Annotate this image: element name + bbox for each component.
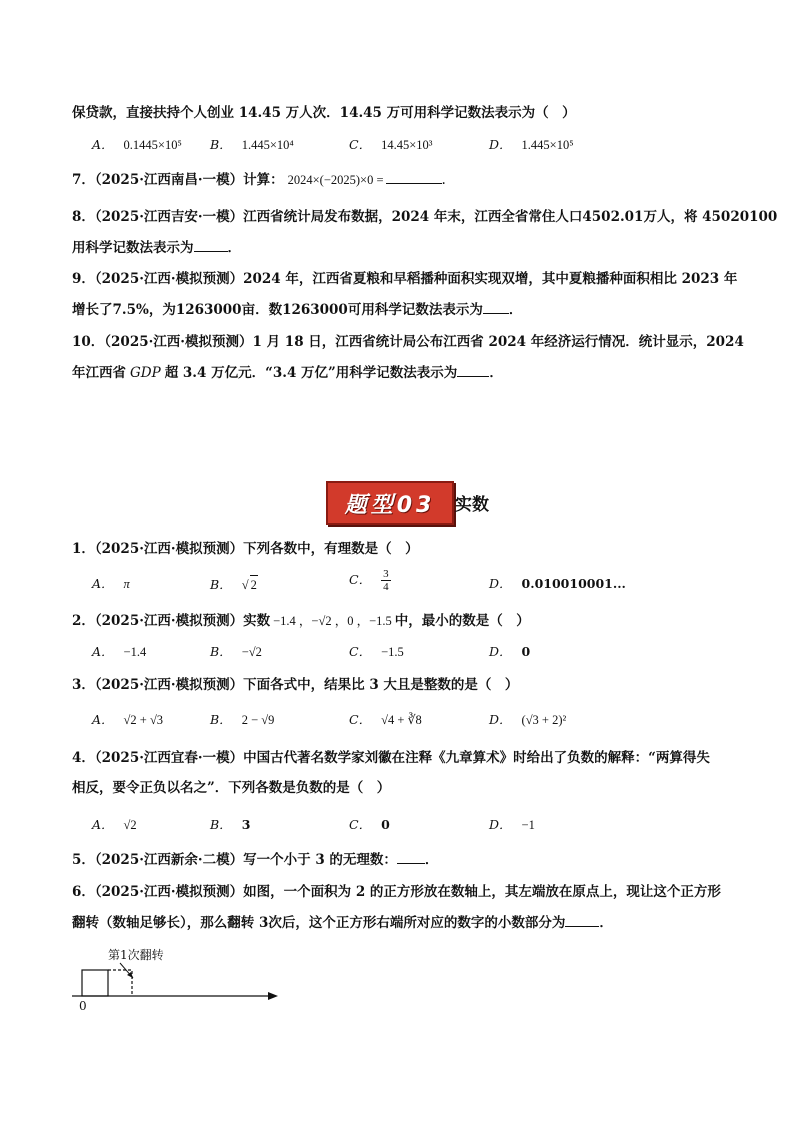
s1-q1-option-a: A． π [92,576,130,591]
question-9-line-1: 9．（2025·江西·模拟预测）2024 年，江西省夏粮和早稻播种面积实现双增，其中夏粮播种面积相比 2023 年 [72,271,738,287]
answer-blank [457,364,489,377]
s1-question-2: 2．（2025·江西·模拟预测）实数 −1.4 ，−√2 ，0 ，−1.5 中，最小的数是（ ） [72,613,530,629]
question-6-tail: 保贷款，直接扶持个人创业 14.45 万人次．14.45 万可用科学记数法表示为（ ） [72,105,576,121]
s1-q3-option-a: A． √2 + √3 [92,712,164,727]
question-10-line-2: 年江西省 GDP 超 3.4 万亿元．“3.4 万亿”用科学记数法表示为 ． [72,365,503,381]
s1-q1-option-d: D． 0.010010001... [489,576,626,591]
s1-q2-option-b: B． −√2 [210,644,262,659]
s1-question-3: 3．（2025·江西·模拟预测）下面各式中，结果比 3 大且是整数的是（ ） [72,677,519,693]
s1-q3-option-c: C． √4 + ∛8 [349,712,422,727]
answer-blank [386,171,442,184]
flipped-square-dashed [108,970,132,996]
s1-q2-option-c: C． −1.5 [349,644,404,659]
s1-q1-option-c: C． $\frac{3}{4}$ [349,568,389,593]
answer-blank [194,239,228,252]
question-7: 7．（2025·江西南昌·一模）计算： 2024×(−2025)×0 = . [72,172,446,188]
s1-q2-option-d: D． 0 [489,644,531,659]
s1-q3-option-b: B． 2 − √9 [210,712,275,727]
question-9-line-2: 增长了7.5%，为1263000亩．数1263000可用科学记数法表示为 ． [72,302,523,318]
s1-question-4-line-1: 4．（2025·江西宜春·一模）中国古代著名数学家刘徽在注释《九章算术》时给出了负数的解释：“两算得失 [72,750,710,766]
answer-blank [565,914,599,927]
answer-blank [483,301,509,314]
figure-label: 第1次翻转 [108,948,164,962]
s1-q3-option-d: D． (√3 + 2)² [489,712,567,727]
s1-q4-option-d: D． −1 [489,817,535,832]
section-title: 实数 [455,495,489,515]
square-shape [82,970,108,996]
axis-arrowhead [268,992,278,1000]
s1-question-4-line-2: 相反，要令正负以名之”．下列各数是负数的是（ ） [72,780,391,796]
q6-option-b: B． 1.445×10⁴ [210,137,294,152]
q6-option-a: A． 0.1445×10⁵ [92,137,182,152]
answer-blank [397,851,425,864]
question-8-line-2: 用科学记数法表示为 ． [72,240,241,256]
s1-question-1: 1．（2025·江西·模拟预测）下列各数中，有理数是（ ） [72,541,419,557]
s1-q1-option-b: B． √ 2 [210,577,257,592]
s1-q4-option-a: A． √2 [92,817,137,832]
s1-question-6-line-2: 翻转（数轴足够长），那么翻转 3次后，这个正方形右端所对应的数字的小数部分为 ． [72,915,613,931]
q6-option-c: C． 14.45×10³ [349,137,433,152]
section-banner: 题型03 [326,481,454,525]
s1-q2-option-a: A． −1.4 [92,644,147,659]
s1-question-5: 5．（2025·江西新余·二模）写一个小于 3 的无理数： ． [72,852,439,868]
s1-q4-option-c: C． 0 [349,817,390,832]
q6-option-d: D． 1.445×10⁵ [489,137,574,152]
s1-q4-option-b: B． 3 [210,817,251,832]
question-10-line-1: 10．（2025·江西·模拟预测）1 月 18 日，江西省统计局公布江西省 2024 年经济运行情况．统计显示，2024 [72,334,744,350]
s1-question-6-line-1: 6．（2025·江西·模拟预测）如图，一个面积为 2 的正方形放在数轴上，其左端放在原点上，现让这个正方形 [72,884,721,900]
question-8-line-1: 8．（2025·江西吉安·一模）江西省统计局发布数据，2024 年末，江西全省常住人口4502.01万人，将 45020100 [72,209,778,225]
origin-label: 0 [79,999,87,1013]
number-line-figure [60,940,300,1020]
